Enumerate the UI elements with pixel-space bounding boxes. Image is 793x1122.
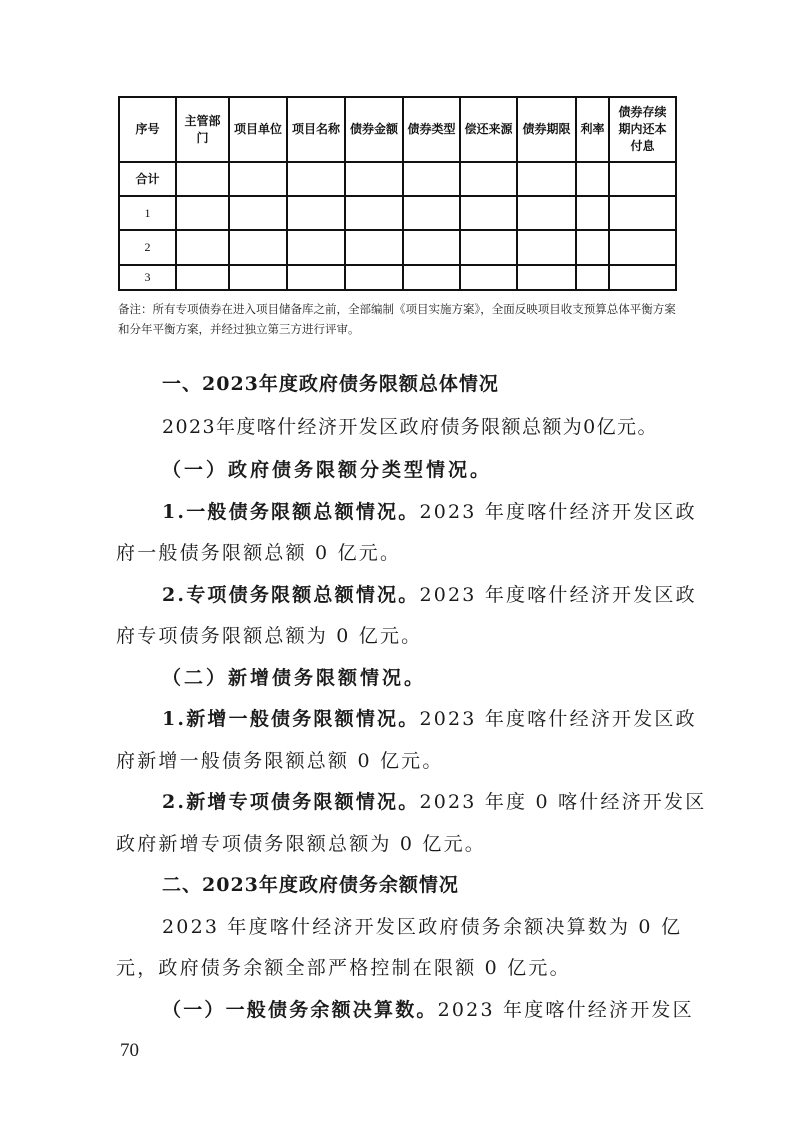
paragraph-text: 2023 年度喀什经济开发区 <box>437 999 694 1021</box>
table-note: 备注：所有专项债券在进入项目储备库之前，全部编制《项目实施方案》，全面反映项目收支预算总体平衡方案和分年平衡方案，并经过独立第三方进行评审。 <box>118 302 676 336</box>
table-cell <box>460 196 517 230</box>
table-cell: 合计 <box>119 162 176 196</box>
paragraph-new-special-limit <box>162 790 722 814</box>
table-cell <box>403 265 460 290</box>
table-cell <box>609 230 676 265</box>
table-cell <box>576 162 609 196</box>
bond-table <box>118 96 677 291</box>
table-cell: 1 <box>119 196 176 230</box>
section-heading-2: 二、2023年度政府债务余额情况 <box>162 874 459 896</box>
table-cell <box>403 230 460 265</box>
paragraph-lead: 2.新增专项债务限额情况。 <box>162 791 420 813</box>
table-cell <box>460 162 517 196</box>
paragraph-continuation: 府一般债务限额总额 0 亿元。 <box>116 542 402 564</box>
table-cell <box>176 162 229 196</box>
paragraph-lead: 1.一般债务限额总额情况。 <box>162 501 420 523</box>
header-cell-bond-type: 债券类型 <box>403 97 460 162</box>
table-cell <box>345 196 403 230</box>
header-cell-interest-rate: 利率 <box>576 97 609 162</box>
paragraph-lead: （一）一般债务余额决算数。 <box>162 999 438 1021</box>
table-cell: 2 <box>119 230 176 265</box>
paragraph-continuation: 府专项债务限额总额为 0 亿元。 <box>116 625 423 647</box>
table-cell <box>517 230 576 265</box>
table-cell <box>345 162 403 196</box>
table-cell <box>517 265 576 290</box>
paragraph-special-limit <box>162 583 722 607</box>
table-row <box>119 162 676 196</box>
table-cell <box>229 162 287 196</box>
header-cell-principal-interest: 债券存续期内还本付息 <box>609 97 676 162</box>
table-cell <box>576 196 609 230</box>
table-cell <box>229 230 287 265</box>
table-cell <box>176 196 229 230</box>
table-row <box>119 196 676 230</box>
table-cell <box>517 196 576 230</box>
paragraph-text: 2023 年度喀什经济开发区政 <box>419 708 697 730</box>
table-cell <box>287 230 345 265</box>
section-heading-1: 一、2023年度政府债务限额总体情况 <box>162 373 499 395</box>
table-cell <box>287 265 345 290</box>
table-cell <box>176 230 229 265</box>
header-cell-bond-term: 债券期限 <box>517 97 576 162</box>
table-cell <box>287 196 345 230</box>
subsection-heading-1-1: （一）政府债务限额分类型情况。 <box>162 459 493 481</box>
paragraph-text: 2023 年度 0 喀什经济开发区 <box>419 791 707 813</box>
table-cell: 3 <box>119 265 176 290</box>
paragraph-continuation: 府新增一般债务限额总额 0 亿元。 <box>116 750 444 772</box>
table-row <box>119 265 676 290</box>
paragraph-continuation: 元，政府债务余额全部严格控制在限额 0 亿元。 <box>116 957 571 979</box>
table-cell <box>460 230 517 265</box>
table-cell <box>287 162 345 196</box>
header-cell-index: 序号 <box>119 97 176 162</box>
paragraph-general-limit <box>162 500 722 524</box>
table-cell <box>609 265 676 290</box>
page-number: 70 <box>120 1040 139 1061</box>
paragraph-text: 2023 年度喀什经济开发区政 <box>419 501 697 523</box>
table-cell <box>403 162 460 196</box>
header-cell-department: 主管部门 <box>176 97 229 162</box>
paragraph-text: 2023 年度喀什经济开发区政 <box>419 584 697 606</box>
header-cell-bond-amount: 债券金额 <box>345 97 403 162</box>
table-cell <box>403 196 460 230</box>
table-header-row <box>119 97 676 162</box>
table-cell <box>460 265 517 290</box>
table-cell <box>229 265 287 290</box>
table-cell <box>576 230 609 265</box>
table-cell <box>345 230 403 265</box>
paragraph-new-general-limit <box>162 707 722 731</box>
table-cell <box>576 265 609 290</box>
table-cell <box>229 196 287 230</box>
table-cell <box>517 162 576 196</box>
section-2-text: 2023 年度喀什经济开发区政府债务余额决算数为 0 亿 <box>162 916 683 938</box>
paragraph-lead: 2.专项债务限额总额情况。 <box>162 584 420 606</box>
table-cell <box>609 196 676 230</box>
table-cell <box>176 265 229 290</box>
paragraph-general-balance <box>162 998 722 1022</box>
paragraph-lead: 1.新增一般债务限额情况。 <box>162 708 420 730</box>
paragraph-continuation: 政府新增专项债务限额总额为 0 亿元。 <box>116 833 486 855</box>
header-cell-repayment-source: 偿还来源 <box>460 97 517 162</box>
header-cell-unit: 项目单位 <box>229 97 287 162</box>
header-cell-project-name: 项目名称 <box>287 97 345 162</box>
section-1-text: 2023年度喀什经济开发区政府债务限额总额为0亿元。 <box>162 416 658 438</box>
table-row <box>119 230 676 265</box>
subsection-heading-1-2: （二）新增债务限额情况。 <box>162 667 427 689</box>
table-cell <box>609 162 676 196</box>
table-cell <box>345 265 403 290</box>
